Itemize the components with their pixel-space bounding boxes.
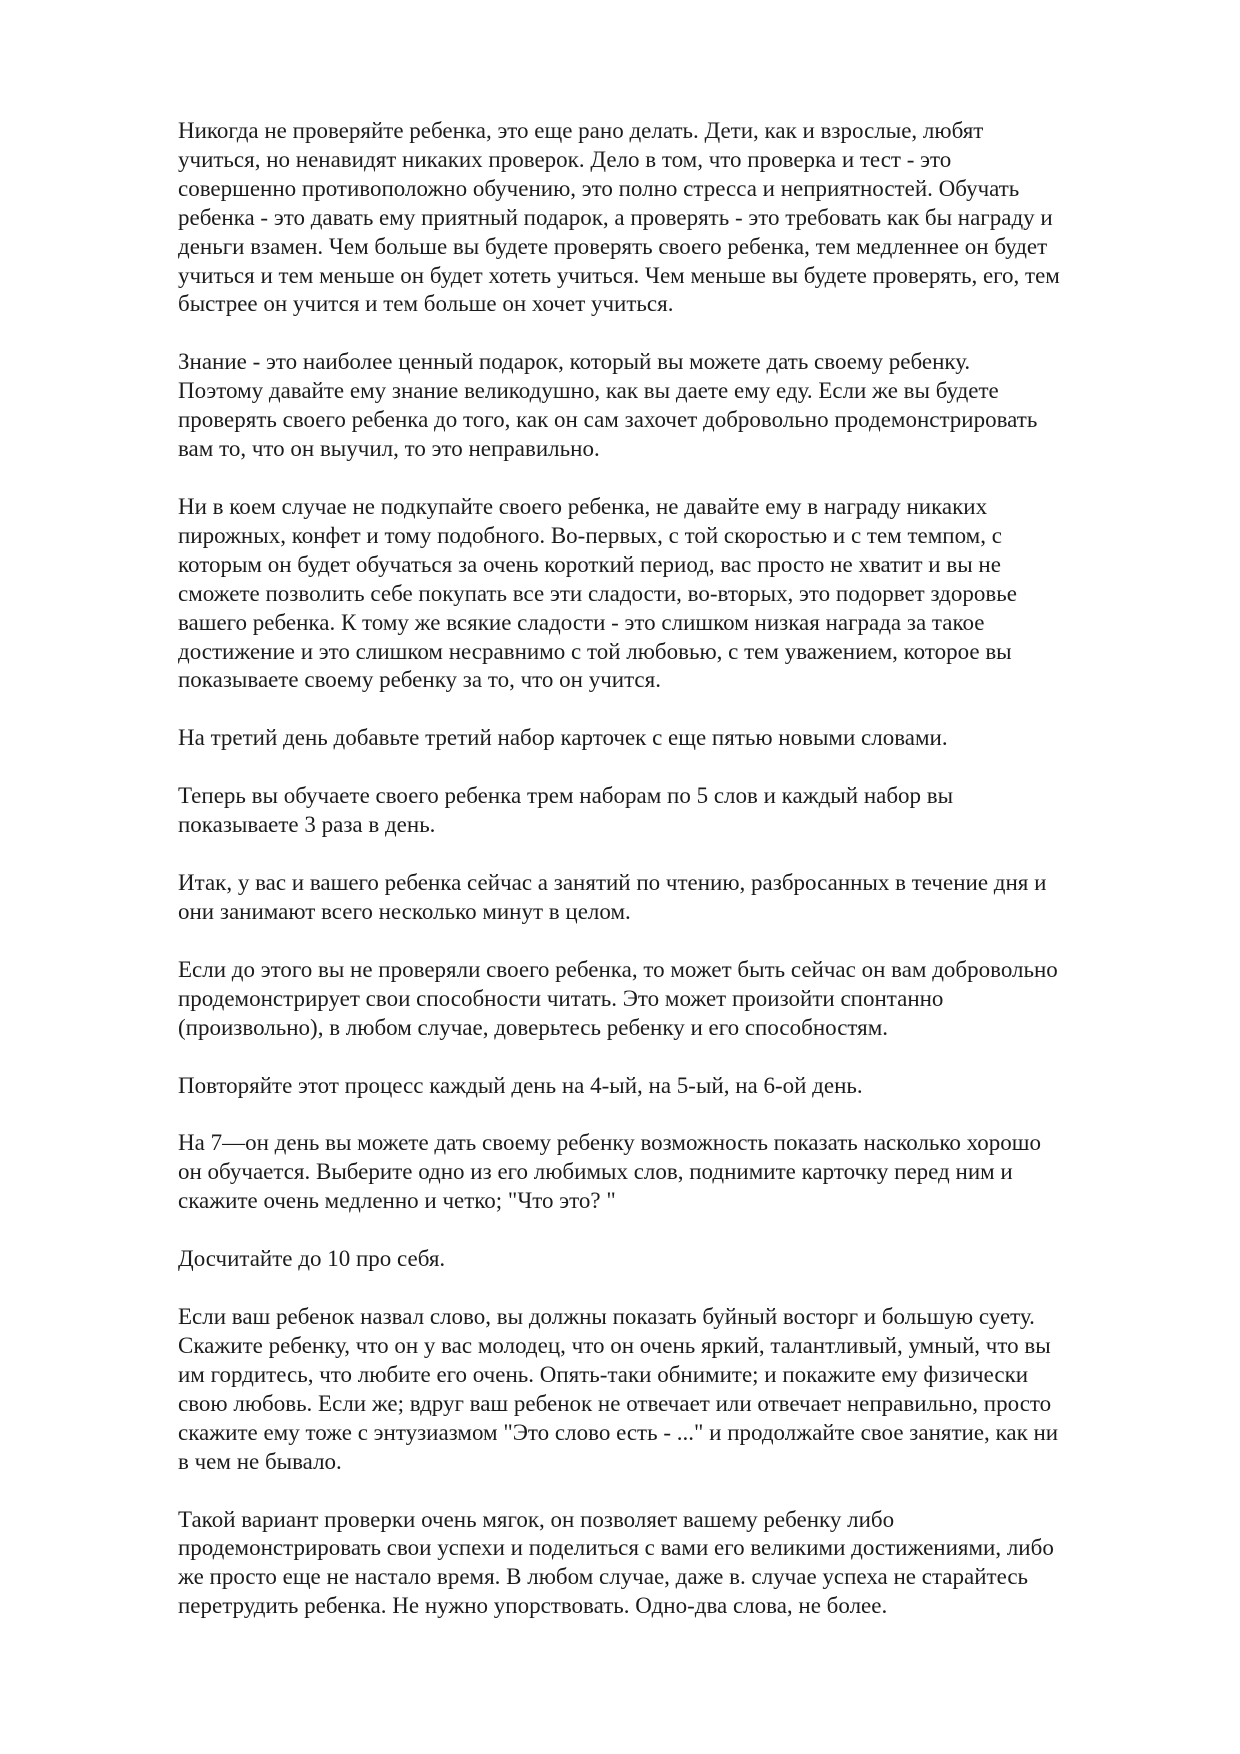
- text-line: Итак, у вас и вашего ребенка сейчас а занятий по чтению, разбросанных в течение дня и: [178, 870, 1047, 896]
- text-line: достижение и это слишком несравнимо с той любовью, с тем уважением, которое вы: [178, 638, 1012, 664]
- text-line: Если до этого вы не проверяли своего ребенка, то может быть сейчас он вам добровольно: [178, 956, 1058, 982]
- text-line: продемонстрировать свои успехи и поделиться с вами его великими достижениями, либо: [178, 1535, 1054, 1561]
- text-line: Скажите ребенку, что он у вас молодец, что он очень яркий, талантливый, умный, что вы: [178, 1333, 1051, 1358]
- paragraph: [178, 782, 1168, 840]
- text-line: он обучается. Выберите одно из его любимых слов, поднимите карточку перед ним и: [178, 1159, 1013, 1185]
- text-line: (произвольно), в любом случае, доверьтесь ребенку и его способностям.: [178, 1014, 889, 1040]
- paragraph: [178, 117, 1168, 319]
- text-line: Повторяйте этот процесс каждый день на 4-ый, на 5-ый, на 6-ой день.: [178, 1072, 863, 1098]
- paragraph: [178, 1129, 1168, 1216]
- text-line: скажите очень медленно и четко; "Что это? ": [178, 1188, 616, 1214]
- text-line: показываете своему ребенку за то, что он учится.: [178, 667, 661, 693]
- text-line: Поэтому давайте ему знание великодушно, как вы даете ему еду. Если же вы будете: [178, 378, 999, 404]
- text-line: Ни в коем случае не подкупайте своего ребенка, не давайте ему в награду никаких: [178, 493, 988, 519]
- text-line: вам то, что он выучил, то это неправильно.: [178, 436, 600, 462]
- text-line: Если ваш ребенок назвал слово, вы должны показать буйный восторг и большую суету.: [178, 1304, 1035, 1330]
- text-line: учиться и тем меньше он будет хотеть учиться. Чем меньше вы будете проверять, его, тем: [178, 262, 1060, 288]
- text-line: перетрудить ребенка. Не нужно упорствовать. Одно-два слова, не более.: [178, 1593, 888, 1619]
- text-line: им гордитесь, что любите его очень. Опять-таки обнимите; и покажите ему физически: [178, 1361, 1029, 1387]
- text-line: которым он будет обучаться за очень короткий период, вас просто не хватит и вы не: [178, 551, 1001, 577]
- text-line: Такой вариант проверки очень мягок, он позволяет вашему ребенку либо: [178, 1506, 895, 1532]
- text-line: На третий день добавьте третий набор карточек с еще пятью новыми словами.: [178, 725, 948, 751]
- text-line: скажите ему тоже с энтузиазмом "Это слово есть - ..." и продолжайте свое занятие, как ни: [178, 1419, 1059, 1445]
- paragraph: [178, 493, 1168, 695]
- text-line: Знание - это наиболее ценный подарок, который вы можете дать своему ребенку.: [178, 349, 971, 375]
- paragraph: [178, 1506, 1168, 1622]
- paragraph: [178, 1245, 1168, 1274]
- paragraph: [178, 348, 1168, 464]
- paragraph: [178, 1072, 1168, 1101]
- text-line: совершенно противоположно обучению, это полно стресса и неприятностей. Обучать: [178, 175, 1020, 201]
- text-line: они занимают всего несколько минут в целом.: [178, 898, 631, 924]
- text-line: пирожных, конфет и тому подобного. Во-первых, с той скоростью и с тем темпом, с: [178, 522, 1002, 548]
- text-line: учиться, но ненавидят никаких проверок. Дело в том, что проверка и тест - это: [178, 146, 952, 172]
- text-line: же просто еще не настало время. В любом случае, даже в. случае успеха не старайтесь: [178, 1564, 1029, 1590]
- text-line: свою любовь. Если же; вдруг ваш ребенок не отвечает или отвечает неправильно, просто: [178, 1390, 1052, 1416]
- text-line: продемонстрирует свои способности читать. Это может произойти спонтанно: [178, 985, 944, 1011]
- text-line: показываете 3 раза в день.: [178, 812, 436, 838]
- text-line: Теперь вы обучаете своего ребенка трем наборам по 5 слов и каждый набор вы: [178, 783, 954, 809]
- text-line: На 7—он день вы можете дать своему ребенку возможность показать насколько хорошо: [178, 1130, 1042, 1156]
- paragraph: [178, 956, 1168, 1043]
- text-line: сможете позволить себе покупать все эти сладости, во-вторых, это подорвет здоровье: [178, 580, 1017, 606]
- paragraph: [178, 869, 1168, 927]
- paragraph: [178, 724, 1168, 753]
- text-line: Никогда не проверяйте ребенка, это еще рано делать. Дети, как и взрослые, любят: [178, 118, 984, 143]
- text-line: проверять своего ребенка до того, как он сам захочет добровольно продемонстрировать: [178, 407, 1038, 433]
- text-line: Досчитайте до 10 про себя.: [178, 1246, 446, 1272]
- body-text: [178, 117, 1168, 1650]
- text-line: ребенка - это давать ему приятный подарок, а проверять - это требовать как бы награду и: [178, 204, 1053, 230]
- text-line: вашего ребенка. К тому же всякие сладости - это слишком низкая награда за такое: [178, 609, 985, 635]
- text-line: деньги взамен. Чем больше вы будете проверять своего ребенка, тем медленнее он будет: [178, 233, 1048, 259]
- text-line: быстрее он учится и тем больше он хочет учиться.: [178, 291, 674, 317]
- text-line: в чем не бывало.: [178, 1448, 342, 1474]
- paragraph: [178, 1303, 1168, 1476]
